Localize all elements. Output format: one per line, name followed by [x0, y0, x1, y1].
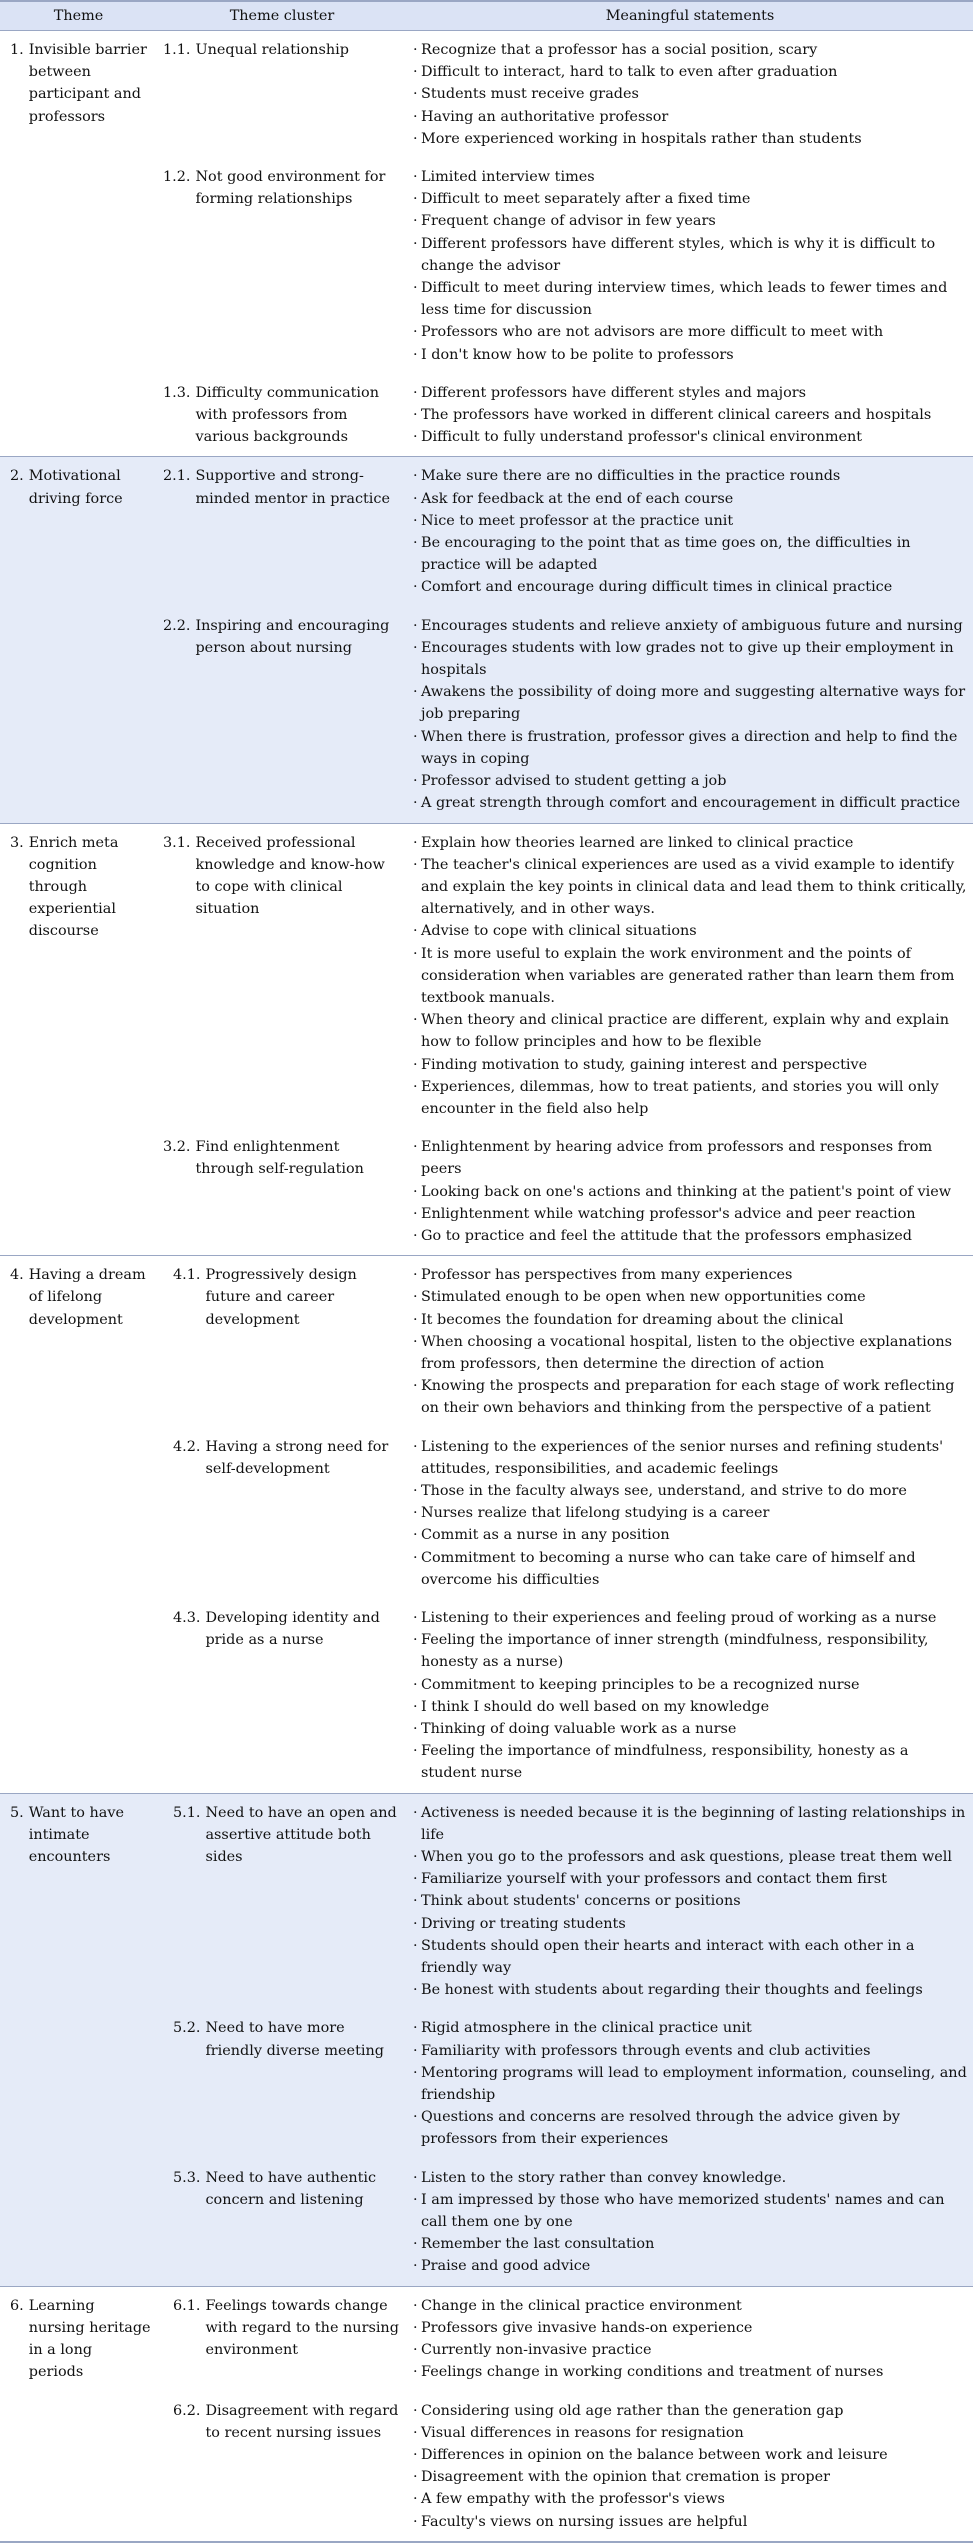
cluster-number: 4.3. — [173, 1610, 201, 1626]
statement-item: · Make sure there are no difficulties in the practice rounds — [413, 465, 967, 487]
statement-item: · Difficult to meet during interview times, which leads to fewer times and less time for discussion — [413, 277, 967, 321]
statement-item: · Those in the faculty always see, understand, and strive to do more — [413, 1480, 967, 1502]
statement-item: · Students must receive grades — [413, 83, 967, 105]
statement-item: · Difficult to meet separately after a fixed time — [413, 188, 967, 210]
statement-list — [413, 166, 967, 366]
statement-item: · Awakens the possibility of doing more and suggesting alternative ways for job preparing — [413, 681, 967, 725]
statement-item: · Professor has perspectives from many experiences — [413, 1264, 967, 1286]
statement-item: · Think about students' concerns or positions — [413, 1890, 967, 1912]
statement-item: · Professor advised to student getting a job — [413, 770, 967, 792]
statement-item: · Disagreement with the opinion that cremation is proper — [413, 2466, 967, 2488]
theme-number: 4. — [10, 1267, 24, 1284]
theme-group — [0, 823, 973, 1256]
statement-list — [413, 1136, 967, 1247]
cluster-name: Feelings towards change with regard to the nursing environment — [205, 2297, 399, 2359]
theme-cell — [0, 823, 157, 1128]
statement-list — [413, 1802, 967, 2002]
statement-item: · Stimulated enough to be open when new opportunities come — [413, 1286, 967, 1308]
cluster-cell — [157, 1793, 407, 2009]
statement-list — [413, 1264, 967, 1419]
theme-cell — [0, 607, 157, 823]
cluster-name: Not good environment for forming relationships — [195, 169, 386, 208]
theme-group — [0, 31, 973, 457]
statement-item: · Comfort and encourage during difficult times in clinical practice — [413, 576, 967, 598]
cluster-name: Difficulty communication with professors from various backgrounds — [195, 384, 379, 446]
cluster-name: Inspiring and encouraging person about nursing — [195, 617, 390, 656]
statement-item: · Faculty's views on nursing issues are helpful — [413, 2511, 967, 2533]
cluster-number: 2.2. — [163, 617, 191, 634]
theme-cell — [0, 457, 157, 607]
cluster-name: Disagreement with regard to recent nursing issues — [205, 2402, 399, 2441]
statement-item: · Differences in opinion on the balance between work and leisure — [413, 2444, 967, 2466]
statement-item: · Go to practice and feel the attitude that the professors emphasized — [413, 1225, 967, 1247]
theme-number: 1. — [10, 42, 24, 58]
table-row — [0, 457, 973, 607]
statements-cell — [407, 31, 973, 159]
cluster-cell — [157, 457, 407, 607]
statement-list — [413, 615, 967, 815]
statement-item: · Different professors have different styles and majors — [413, 382, 967, 404]
statement-item: · Be encouraging to the point that as time goes on, the difficulties in practice will be adapted — [413, 532, 967, 576]
cluster-name: Having a strong need for self-development — [205, 1438, 389, 1477]
table-row — [0, 2392, 973, 2542]
statement-item: · Difficult to interact, hard to talk to even after graduation — [413, 61, 967, 83]
cluster-number: 1.3. — [163, 384, 191, 401]
statement-item: · Listening to their experiences and feeling proud of working as a nurse — [413, 1607, 967, 1629]
statement-item: · I am impressed by those who have memorized students' names and can call them one by one — [413, 2189, 967, 2233]
cluster-name: Find enlightenment through self-regulation — [195, 1139, 364, 1178]
statements-cell — [407, 1256, 973, 1428]
statement-item: · Commit as a nurse in any position — [413, 1524, 967, 1546]
statements-cell — [407, 823, 973, 1128]
statement-item: · Advise to cope with clinical situations — [413, 920, 967, 942]
statements-cell — [407, 374, 973, 457]
table-row — [0, 2009, 973, 2158]
statements-cell — [407, 2159, 973, 2287]
cluster-number: 1.1. — [163, 42, 191, 58]
statement-list — [413, 2400, 967, 2533]
statement-item: · When there is frustration, professor gives a direction and help to find the ways in coping — [413, 726, 967, 770]
theme-name: Want to have intimate encounters — [28, 1804, 124, 1866]
statements-cell — [407, 158, 973, 374]
statement-item: · A few empathy with the professor's views — [413, 2488, 967, 2510]
table-row — [0, 2286, 973, 2391]
cluster-number: 5.3. — [173, 2169, 201, 2186]
statement-item: · Knowing the prospects and preparation for each stage of work reflecting on their own behaviors and thinking from the perspective of a patient — [413, 1375, 967, 1419]
statement-item: · Finding motivation to study, gaining interest and perspective — [413, 1054, 967, 1076]
statement-item: · Difficult to fully understand professor's clinical environment — [413, 426, 967, 448]
theme-cell — [0, 2009, 157, 2158]
theme-group — [0, 2286, 973, 2542]
statement-item: · Listen to the story rather than convey knowledge. — [413, 2167, 967, 2189]
statement-item: · Having an authoritative professor — [413, 106, 967, 128]
statement-item: · It is more useful to explain the work environment and the points of consideration when variables are generated rather than learn them from textbook manuals. — [413, 943, 967, 1010]
table-row — [0, 607, 973, 823]
cluster-number: 5.1. — [173, 1804, 201, 1821]
theme-number: 5. — [10, 1804, 24, 1821]
statements-cell — [407, 2286, 973, 2391]
statement-list — [413, 2017, 967, 2150]
cluster-number: 5.2. — [173, 2020, 201, 2037]
statement-list — [413, 2167, 967, 2278]
cluster-cell — [157, 2286, 407, 2391]
statement-item: · Driving or treating students — [413, 1913, 967, 1935]
cluster-name: Developing identity and pride as a nurse — [205, 1610, 380, 1649]
cluster-number: 3.1. — [163, 834, 191, 851]
statement-item: · Enlightenment while watching professor's advice and peer reaction — [413, 1203, 967, 1225]
theme-cell — [0, 2159, 157, 2287]
statement-item: · Nurses realize that lifelong studying is a career — [413, 1502, 967, 1524]
statement-item: · Explain how theories learned are linked to clinical practice — [413, 832, 967, 854]
header-theme-cluster: Theme cluster — [157, 1, 407, 31]
table-row — [0, 823, 973, 1128]
theme-number: 6. — [10, 2297, 24, 2314]
theme-number: 3. — [10, 834, 24, 851]
cluster-cell — [157, 1428, 407, 1599]
cluster-cell — [157, 2159, 407, 2287]
cluster-cell — [157, 374, 407, 457]
cluster-cell — [157, 1599, 407, 1793]
cluster-name: Need to have more friendly diverse meeting — [205, 2020, 384, 2059]
statement-item: · More experienced working in hospitals rather than students — [413, 128, 967, 150]
theme-cell — [0, 31, 157, 159]
header-row — [0, 1, 973, 31]
statement-item: · Mentoring programs will lead to employment information, counseling, and friendship — [413, 2062, 967, 2106]
statement-item: · Visual differences in reasons for resignation — [413, 2422, 967, 2444]
header-theme: Theme — [0, 1, 157, 31]
statement-item: · Professors give invasive hands-on experience — [413, 2317, 967, 2339]
statement-item: · Looking back on one's actions and thinking at the patient's point of view — [413, 1181, 967, 1203]
statement-item: · Frequent change of advisor in few years — [413, 210, 967, 232]
theme-cell — [0, 1793, 157, 2009]
statement-item: · Rigid atmosphere in the clinical practice unit — [413, 2017, 967, 2039]
statement-item: · Enlightenment by hearing advice from professors and responses from peers — [413, 1136, 967, 1180]
theme-name: Learning nursing heritage in a long periods — [28, 2297, 151, 2381]
statement-item: · When choosing a vocational hospital, listen to the objective explanations from professors, then determine the direction of action — [413, 1331, 967, 1375]
statement-item: · Remember the last consultation — [413, 2233, 967, 2255]
cluster-number: 3.2. — [163, 1139, 191, 1156]
statement-item: · Be honest with students about regarding their thoughts and feelings — [413, 1979, 967, 2001]
theme-cell — [0, 1128, 157, 1256]
cluster-cell — [157, 823, 407, 1128]
theme-name: Having a dream of lifelong development — [28, 1267, 146, 1328]
statement-item: · Thinking of doing valuable work as a nurse — [413, 1718, 967, 1740]
statement-item: · Questions and concerns are resolved through the advice given by professors from their experiences — [413, 2106, 967, 2150]
theme-group — [0, 457, 973, 823]
table-row — [0, 1428, 973, 1599]
statements-cell — [407, 1128, 973, 1256]
theme-number: 2. — [10, 468, 24, 485]
statements-cell — [407, 457, 973, 607]
cluster-number: 6.1. — [173, 2297, 201, 2314]
statement-list — [413, 832, 967, 1121]
statement-item: · Recognize that a professor has a social position, scary — [413, 39, 967, 61]
statement-item: · Professors who are not advisors are more difficult to meet with — [413, 321, 967, 343]
table-row — [0, 31, 973, 159]
cluster-name: Need to have an open and assertive attitude both sides — [205, 1804, 397, 1866]
statement-item: · Change in the clinical practice environment — [413, 2295, 967, 2317]
statement-item: · Encourages students and relieve anxiety of ambiguous future and nursing — [413, 615, 967, 637]
theme-cell — [0, 374, 157, 457]
statement-item: · Considering using old age rather than the generation gap — [413, 2400, 967, 2422]
cluster-name: Received professional knowledge and know-how to cope with clinical situation — [195, 834, 385, 918]
statement-item: · Feeling the importance of mindfulness, responsibility, honesty as a student nurse — [413, 1740, 967, 1784]
table-row — [0, 2159, 973, 2287]
statement-item: · Nice to meet professor at the practice unit — [413, 510, 967, 532]
cluster-number: 4.1. — [173, 1267, 201, 1284]
statements-cell — [407, 607, 973, 823]
theme-group — [0, 1793, 973, 2286]
statement-list — [413, 1436, 967, 1591]
statement-item: · When you go to the professors and ask questions, please treat them well — [413, 1846, 967, 1868]
statement-list — [413, 382, 967, 449]
statement-item: · The teacher's clinical experiences are used as a vivid example to identify and explain the key points in clinical data and lead them to think critically, alternatively, and in other ways. — [413, 854, 967, 921]
table-row — [0, 374, 973, 457]
statement-item: · I think I should do well based on my knowledge — [413, 1696, 967, 1718]
statements-cell — [407, 1428, 973, 1599]
statement-item: · Different professors have different styles, which is why it is difficult to change the advisor — [413, 233, 967, 277]
statement-item: · The professors have worked in different clinical careers and hospitals — [413, 404, 967, 426]
table-row — [0, 158, 973, 374]
cluster-name: Supportive and strong-minded mentor in practice — [195, 468, 390, 507]
statement-item: · When theory and clinical practice are different, explain why and explain how to follow principles and how to be flexible — [413, 1009, 967, 1053]
cluster-cell — [157, 2009, 407, 2158]
cluster-cell — [157, 1128, 407, 1256]
statement-list — [413, 39, 967, 150]
theme-name: Enrich meta cognition through experiential discourse — [28, 834, 119, 940]
statement-item: · Commitment to becoming a nurse who can take care of himself and overcome his difficulties — [413, 1547, 967, 1591]
statement-item: · Students should open their hearts and interact with each other in a friendly way — [413, 1935, 967, 1979]
cluster-name: Progressively design future and career development — [205, 1267, 357, 1328]
theme-name: Invisible barrier between participant and professors — [28, 42, 147, 125]
theme-cell — [0, 1256, 157, 1428]
cluster-number: 2.1. — [163, 468, 191, 485]
statement-item: · Activeness is needed because it is the beginning of lasting relationships in life — [413, 1802, 967, 1846]
table-row — [0, 1793, 973, 2009]
statement-list — [413, 465, 967, 598]
cluster-cell — [157, 607, 407, 823]
statements-cell — [407, 1599, 973, 1793]
statement-item: · Ask for feedback at the end of each course — [413, 488, 967, 510]
statement-item: · Feelings change in working conditions and treatment of nurses — [413, 2361, 967, 2383]
header-meaningful-statements: Meaningful statements — [407, 1, 973, 31]
table-row — [0, 1256, 973, 1428]
statements-cell — [407, 1793, 973, 2009]
statement-item: · Experiences, dilemmas, how to treat patients, and stories you will only encounter in the field also help — [413, 1076, 967, 1120]
cluster-number: 4.2. — [173, 1438, 201, 1455]
statement-list — [413, 1607, 967, 1785]
cluster-number: 6.2. — [173, 2402, 201, 2419]
statement-item: · A great strength through comfort and encouragement in difficult practice — [413, 792, 967, 814]
theme-name: Motivational driving force — [28, 468, 123, 507]
statement-item: · Familiarity with professors through events and club activities — [413, 2040, 967, 2062]
table-row — [0, 1599, 973, 1793]
statement-list — [413, 2295, 967, 2384]
statement-item: · Listening to the experiences of the senior nurses and refining students' attitudes, responsibilities, and academic feelings — [413, 1436, 967, 1480]
statement-item: · Praise and good advice — [413, 2255, 967, 2277]
statement-item: · Limited interview times — [413, 166, 967, 188]
statement-item: · Commitment to keeping principles to be a recognized nurse — [413, 1674, 967, 1696]
statements-cell — [407, 2392, 973, 2542]
statement-item: · Familiarize yourself with your professors and contact them first — [413, 1868, 967, 1890]
statement-item: · Feeling the importance of inner strength (mindfulness, responsibility, honesty as a nurse) — [413, 1629, 967, 1673]
cluster-number: 1.2. — [163, 169, 191, 186]
theme-cell — [0, 158, 157, 374]
statement-item: · Encourages students with low grades not to give up their employment in hospitals — [413, 637, 967, 681]
statements-cell — [407, 2009, 973, 2158]
statement-item: · Currently non-invasive practice — [413, 2339, 967, 2361]
statement-item: · I don't know how to be polite to professors — [413, 344, 967, 366]
cluster-cell — [157, 31, 407, 159]
theme-cell — [0, 2392, 157, 2542]
theme-cell — [0, 2286, 157, 2391]
theme-cell — [0, 1599, 157, 1793]
cluster-name: Unequal relationship — [195, 42, 349, 58]
cluster-cell — [157, 1256, 407, 1428]
theme-group — [0, 1256, 973, 1793]
cluster-cell — [157, 158, 407, 374]
cluster-cell — [157, 2392, 407, 2542]
statement-item: · It becomes the foundation for dreaming about the clinical — [413, 1309, 967, 1331]
theme-cell — [0, 1428, 157, 1599]
table-row — [0, 1128, 973, 1256]
cluster-name: Need to have authentic concern and listening — [205, 2169, 377, 2208]
